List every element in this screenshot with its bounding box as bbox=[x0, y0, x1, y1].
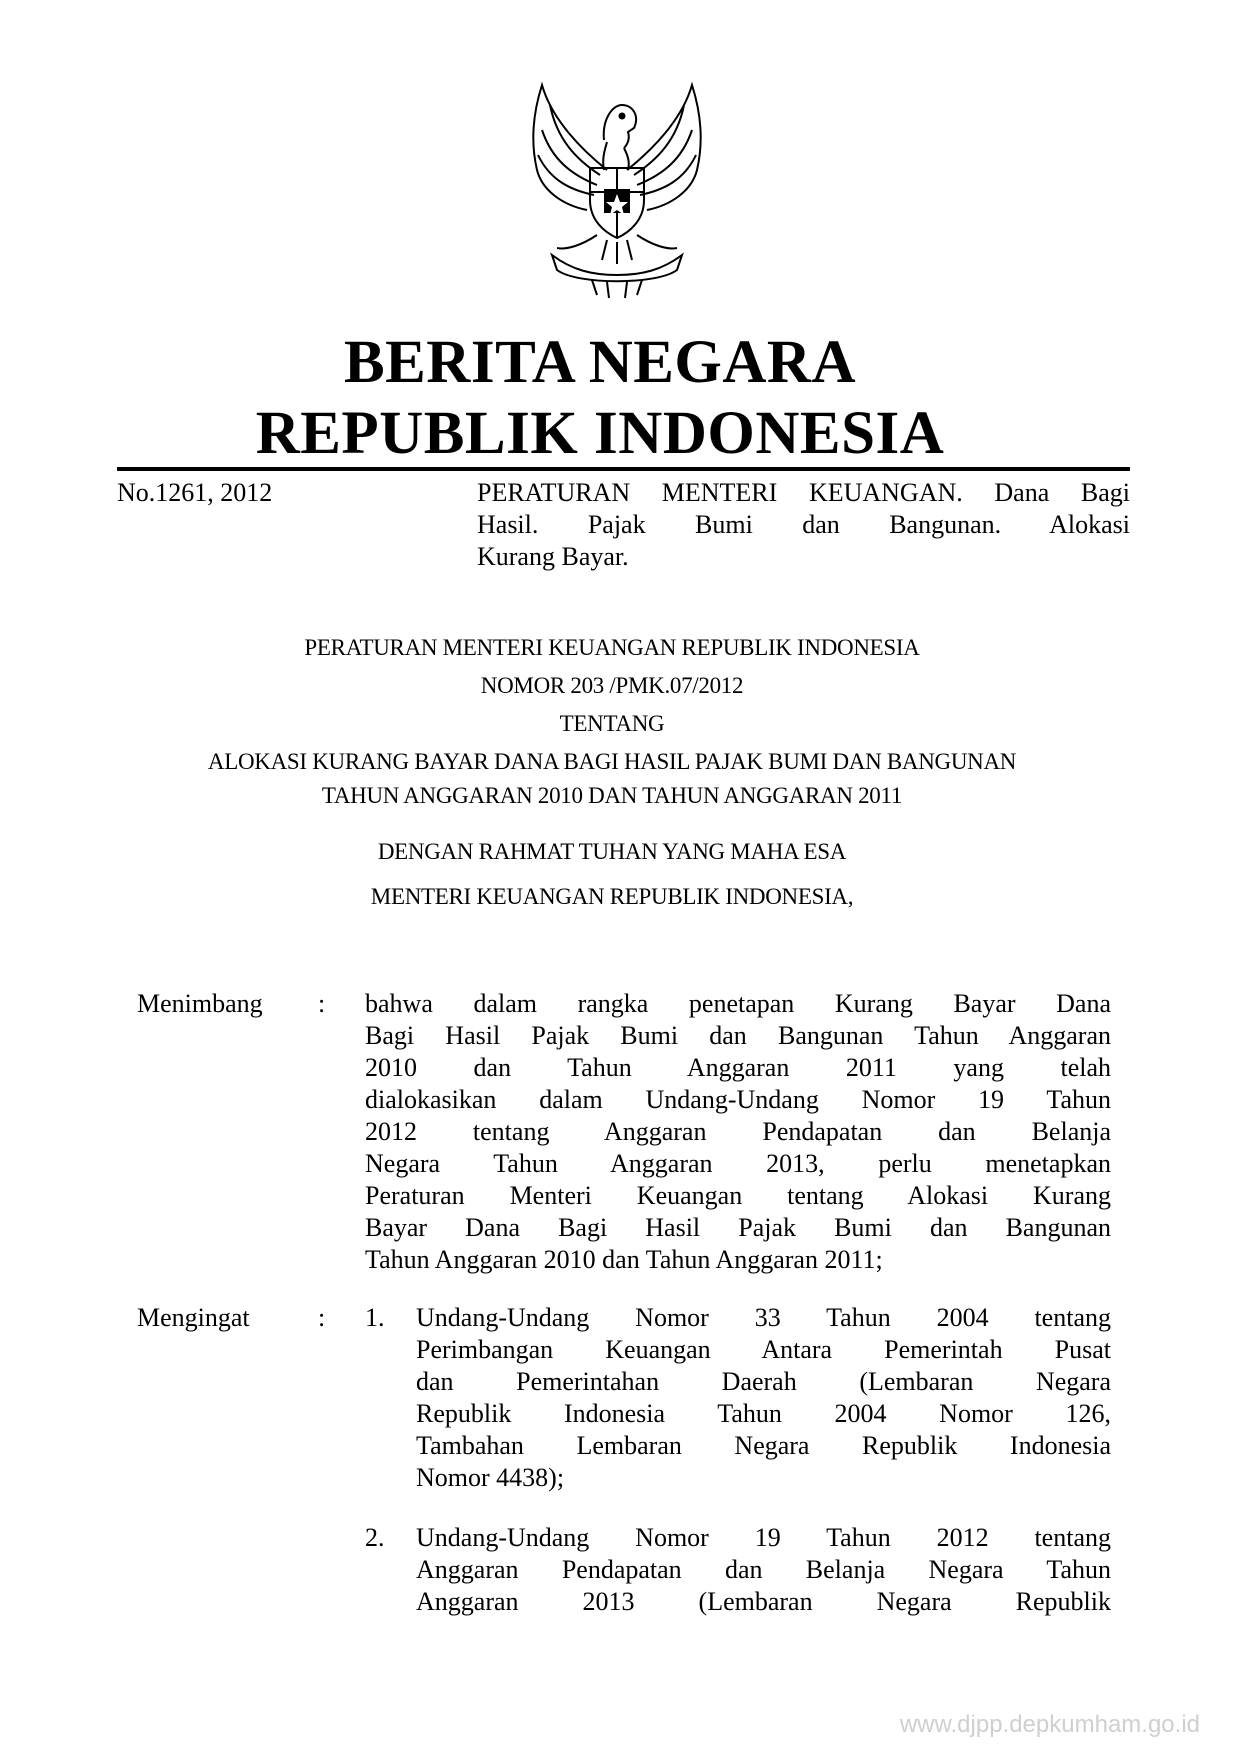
paragraph-line: Republik Indonesia Tahun 2004 Nomor 126, bbox=[416, 1399, 1111, 1428]
regulation-number: NOMOR 203 /PMK.07/2012 bbox=[480, 673, 744, 698]
paragraph-line: Perimbangan Keuangan Antara Pemerintah Pusat bbox=[416, 1335, 1111, 1364]
subject-line: Kurang Bayar. bbox=[477, 542, 629, 571]
paragraph-line: Anggaran Pendapatan dan Belanja Negara Tahun bbox=[416, 1555, 1111, 1584]
paragraph-line: Nomor 4438); bbox=[416, 1463, 565, 1492]
mengingat-item bbox=[416, 1522, 1111, 1618]
watermark-url: www.djpp.depkumham.go.id bbox=[899, 1711, 1200, 1738]
list-item-number: 2. bbox=[365, 1523, 385, 1552]
paragraph-line: Bagi Hasil Pajak Bumi dan Bangunan Tahun Anggaran bbox=[365, 1021, 1111, 1050]
subject-line: PERATURAN MENTERI KEUANGAN. Dana Bagi bbox=[477, 478, 1130, 507]
paragraph-line: Negara Tahun Anggaran 2013, perlu menetapkan bbox=[365, 1149, 1111, 1178]
menimbang-colon: : bbox=[318, 989, 326, 1018]
paragraph-line: dan Pemerintahan Daerah (Lembaran Negara bbox=[416, 1367, 1111, 1396]
paragraph-line: Undang-Undang Nomor 33 Tahun 2004 tentang bbox=[416, 1303, 1111, 1332]
list-item-number: 1. bbox=[365, 1303, 385, 1332]
mengingat-colon: : bbox=[318, 1303, 326, 1332]
paragraph-line: 2010 dan Tahun Anggaran 2011 yang telah bbox=[365, 1053, 1111, 1082]
gazette-subject bbox=[477, 477, 1130, 573]
masthead-line2: REPUBLIK INDONESIA bbox=[255, 400, 945, 467]
paragraph-line: Tahun Anggaran 2010 dan Tahun Anggaran 2011; bbox=[365, 1245, 883, 1274]
header-divider bbox=[117, 467, 1130, 471]
opening-phrase: DENGAN RAHMAT TUHAN YANG MAHA ESA bbox=[377, 839, 847, 864]
regulation-subject-line2: TAHUN ANGGARAN 2010 DAN TAHUN ANGGARAN 2011 bbox=[321, 783, 903, 808]
paragraph-line: Anggaran 2013 (Lembaran Negara Republik bbox=[416, 1587, 1111, 1616]
paragraph-line: Undang-Undang Nomor 19 Tahun 2012 tentang bbox=[416, 1523, 1111, 1552]
paragraph-line: 2012 tentang Anggaran Pendapatan dan Belanja bbox=[365, 1117, 1111, 1146]
paragraph-line: dialokasikan dalam Undang-Undang Nomor 19 Tahun bbox=[365, 1085, 1111, 1114]
mengingat-label: Mengingat bbox=[137, 1303, 250, 1332]
garuda-emblem-icon bbox=[512, 80, 722, 300]
masthead-line1: BERITA NEGARA bbox=[343, 329, 857, 396]
subject-line: Hasil. Pajak Bumi dan Bangunan. Alokasi bbox=[477, 510, 1130, 539]
menimbang-paragraph bbox=[365, 988, 1111, 1276]
paragraph-line: Peraturan Menteri Keuangan tentang Alokasi Kurang bbox=[365, 1181, 1111, 1210]
mengingat-item bbox=[416, 1302, 1111, 1494]
issuer: MENTERI KEUANGAN REPUBLIK INDONESIA, bbox=[370, 884, 854, 909]
regulation-about: TENTANG bbox=[559, 711, 665, 736]
paragraph-line: Tambahan Lembaran Negara Republik Indonesia bbox=[416, 1431, 1111, 1460]
regulation-subject-line1: ALOKASI KURANG BAYAR DANA BAGI HASIL PAJAK BUMI DAN BANGUNAN bbox=[207, 749, 1017, 774]
menimbang-label: Menimbang bbox=[137, 989, 263, 1018]
paragraph-line: Bayar Dana Bagi Hasil Pajak Bumi dan Bangunan bbox=[365, 1213, 1111, 1242]
regulation-title: PERATURAN MENTERI KEUANGAN REPUBLIK INDONESIA bbox=[304, 635, 920, 660]
gazette-number: No.1261, 2012 bbox=[117, 478, 273, 507]
paragraph-line: bahwa dalam rangka penetapan Kurang Bayar Dana bbox=[365, 989, 1111, 1018]
